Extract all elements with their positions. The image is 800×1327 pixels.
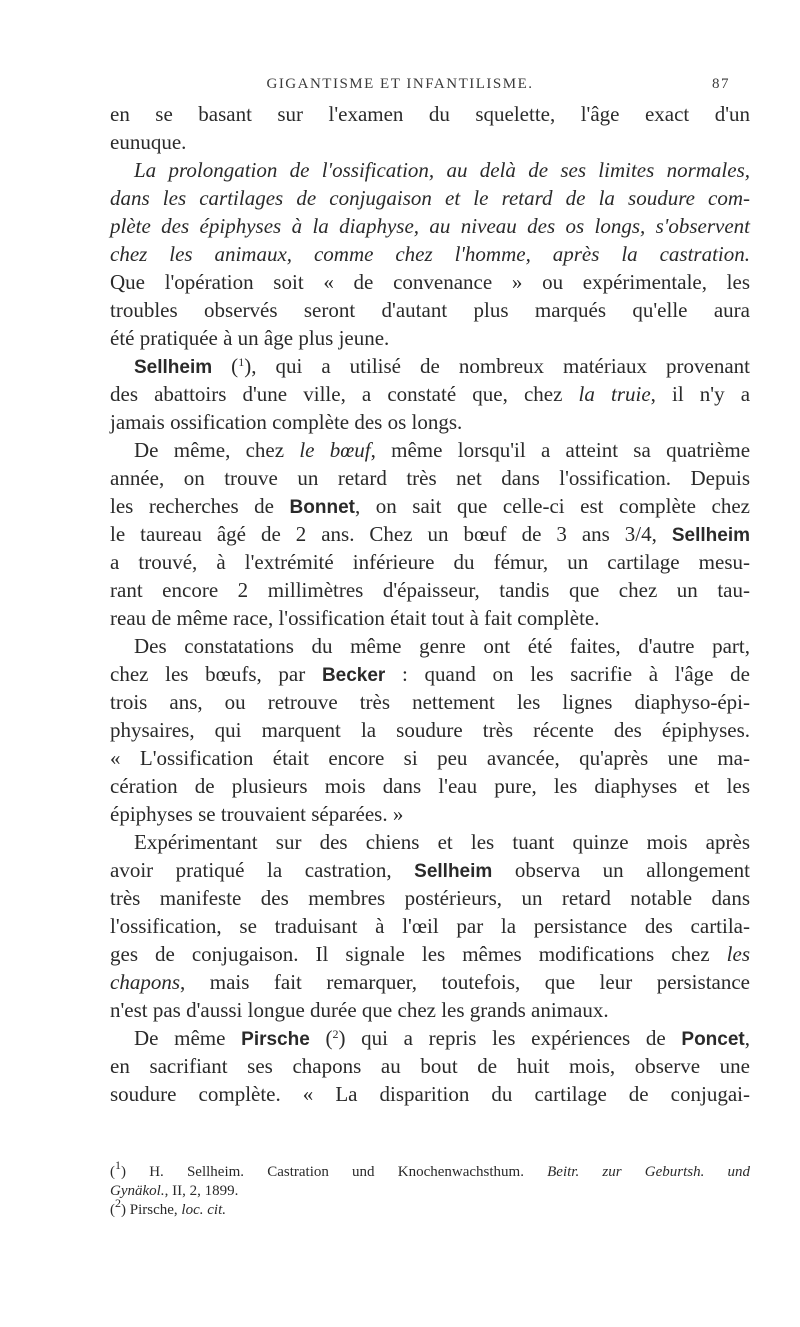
text-run: , qui a utilisé de nombreux matériaux provenant xyxy=(251,354,750,378)
text-line xyxy=(110,436,750,464)
italic-term: la truie xyxy=(578,382,651,406)
footnote-title: Castration und Knochenwachsthum. xyxy=(267,1164,524,1180)
running-head xyxy=(0,76,800,100)
footnote-ref: 1 xyxy=(238,355,245,369)
text-line xyxy=(110,940,750,968)
text-run: , on sait que celle-ci est complète chez xyxy=(354,494,750,518)
text-run: , il n'y a xyxy=(650,382,751,406)
text-line: plète des épiphyses à la diaphyse, au niveau des os longs, s'observent xyxy=(110,214,750,238)
footnote-1-cont xyxy=(110,1182,750,1201)
footnote-journal: Gynäkol. xyxy=(110,1183,165,1199)
text-run: le taureau âgé de 2 ans. Chez un bœuf de 3 ans 3/4, xyxy=(110,522,657,546)
text-run: De même, chez xyxy=(134,438,285,462)
text-line: a trouvé, à l'extrémité inférieure du fémur, un cartilage mesu- xyxy=(110,550,750,574)
text-line xyxy=(110,520,750,548)
text-line: été pratiquée à un âge plus jeune. xyxy=(110,326,390,350)
text-line: n'est pas d'aussi longue durée que chez les grands animaux. xyxy=(110,998,609,1022)
body-text xyxy=(110,100,750,1108)
footnote-author: Pirsche, xyxy=(129,1202,178,1218)
text-run: : quand on les sacrifie à l'âge de xyxy=(402,662,750,686)
footnote-1: ($^1$) H. Sellheim. Castration und Knochenwachsthum. Beitr. zur Geburtsh. und xyxy=(110,1158,751,1180)
footnotes xyxy=(110,1158,751,1220)
text-line: cération de plusieurs mois dans l'eau pure, les diaphyses et les xyxy=(110,774,750,798)
text-line: année, on trouve un retard très net dans l'ossification. Depuis xyxy=(110,466,750,490)
text-line: physaires, qui marquent la soudure très récente des épiphyses. xyxy=(110,718,750,742)
italic-term: chapons xyxy=(110,970,180,994)
text-line xyxy=(110,380,750,408)
italic-term: les xyxy=(726,942,750,966)
text-line xyxy=(110,660,750,688)
text-run: qui a repris les expériences de xyxy=(361,1026,666,1050)
text-line: troubles observés seront d'autant plus marqués qu'elle aura xyxy=(110,298,750,322)
text-run: des abattoirs d'une ville, a constaté que, chez xyxy=(110,382,563,406)
text-line: rant encore 2 millimètres d'épaisseur, tandis que chez un tau- xyxy=(110,578,750,602)
text-line: « L'ossification était encore si peu avancée, qu'après une ma- xyxy=(110,746,750,770)
page-number: 87 xyxy=(712,76,730,92)
text-line: en se basant sur l'examen du squelette, l'âge exact d'un xyxy=(110,102,750,126)
text-line xyxy=(110,492,750,520)
author-name: Sellheim xyxy=(134,357,213,378)
text-line: La prolongation de l'ossification, au delà de ses limites normales, xyxy=(134,158,750,182)
footnote-2: ($^2$) Pirsche, loc. cit. xyxy=(110,1196,226,1218)
author-name: Bonnet xyxy=(289,497,355,518)
text-run: chez les bœufs, par xyxy=(110,662,306,686)
text-line: soudure complète. « La disparition du cartilage de conjugai- xyxy=(110,1082,750,1106)
text-line: en sacrifiant ses chapons au bout de huit mois, observe une xyxy=(110,1054,750,1078)
text-line: Des constatations du même genre ont été faites, d'autre part, xyxy=(134,634,750,658)
text-line xyxy=(110,968,750,996)
text-run: , mais fait remarquer, toutefois, que leur persistance xyxy=(180,970,750,994)
text-line: épiphyses se trouvaient séparées. » xyxy=(110,802,404,826)
text-run: De même xyxy=(134,1026,226,1050)
text-line: eunuque. xyxy=(110,130,187,154)
footnote-ref: 2 xyxy=(332,1027,339,1041)
text-line: Que l'opération soit « de convenance » ou expérimentale, les xyxy=(110,270,750,294)
author-name: Becker xyxy=(321,665,386,686)
footnote-text: , II, 2, 1899. xyxy=(164,1183,239,1199)
running-title: GIGANTISME ET INFANTILISME. xyxy=(266,76,534,92)
text-line: l'ossification, se traduisant à l'œil par la persistance des cartila- xyxy=(110,914,750,938)
text-line: trois ans, ou retrouve très nettement les lignes diaphyso-épi- xyxy=(110,690,750,714)
italic-term: le bœuf xyxy=(299,438,371,462)
footnote-author: H. Sellheim. xyxy=(149,1164,245,1180)
text-line: De même Pirsche ($^2$) qui a repris les expériences de Poncet, xyxy=(134,1026,750,1050)
text-line: chez les animaux, comme chez l'homme, après la castration. xyxy=(110,242,750,266)
text-run: observa un allongement xyxy=(514,858,751,882)
text-line: Sellheim ($^1$), qui a utilisé de nombreux matériaux provenant xyxy=(134,354,750,378)
text-line: très manifeste des membres postérieurs, un retard notable dans xyxy=(110,886,750,910)
text-line xyxy=(110,856,750,884)
footnote-mark: 2 xyxy=(115,1196,121,1210)
text-run: , même lorsqu'il a atteint sa quatrième xyxy=(370,438,751,462)
text-line: jamais ossification complète des os longs. xyxy=(110,410,463,434)
footnote-mark: 1 xyxy=(115,1158,121,1172)
text-line: reau de même race, l'ossification était tout à fait complète. xyxy=(110,606,600,630)
text-line: Expérimentant sur des chiens et les tuant quinze mois après xyxy=(134,830,750,854)
footnote-text: loc. cit. xyxy=(181,1202,226,1218)
text-run: , xyxy=(744,1026,750,1050)
author-name: Poncet xyxy=(681,1029,745,1050)
text-run: avoir pratiqué la castration, xyxy=(110,858,392,882)
text-line: dans les cartilages de conjugaison et le retard de la soudure com- xyxy=(110,186,750,210)
author-name: Sellheim xyxy=(671,525,751,546)
text-run: ges de conjugaison. Il signale les mêmes modifications chez xyxy=(110,942,710,966)
author-name: Pirsche xyxy=(241,1029,310,1050)
text-run: les recherches de xyxy=(110,494,274,518)
footnote-journal: Beitr. zur Geburtsh. und xyxy=(547,1164,751,1180)
author-name: Sellheim xyxy=(414,861,493,882)
